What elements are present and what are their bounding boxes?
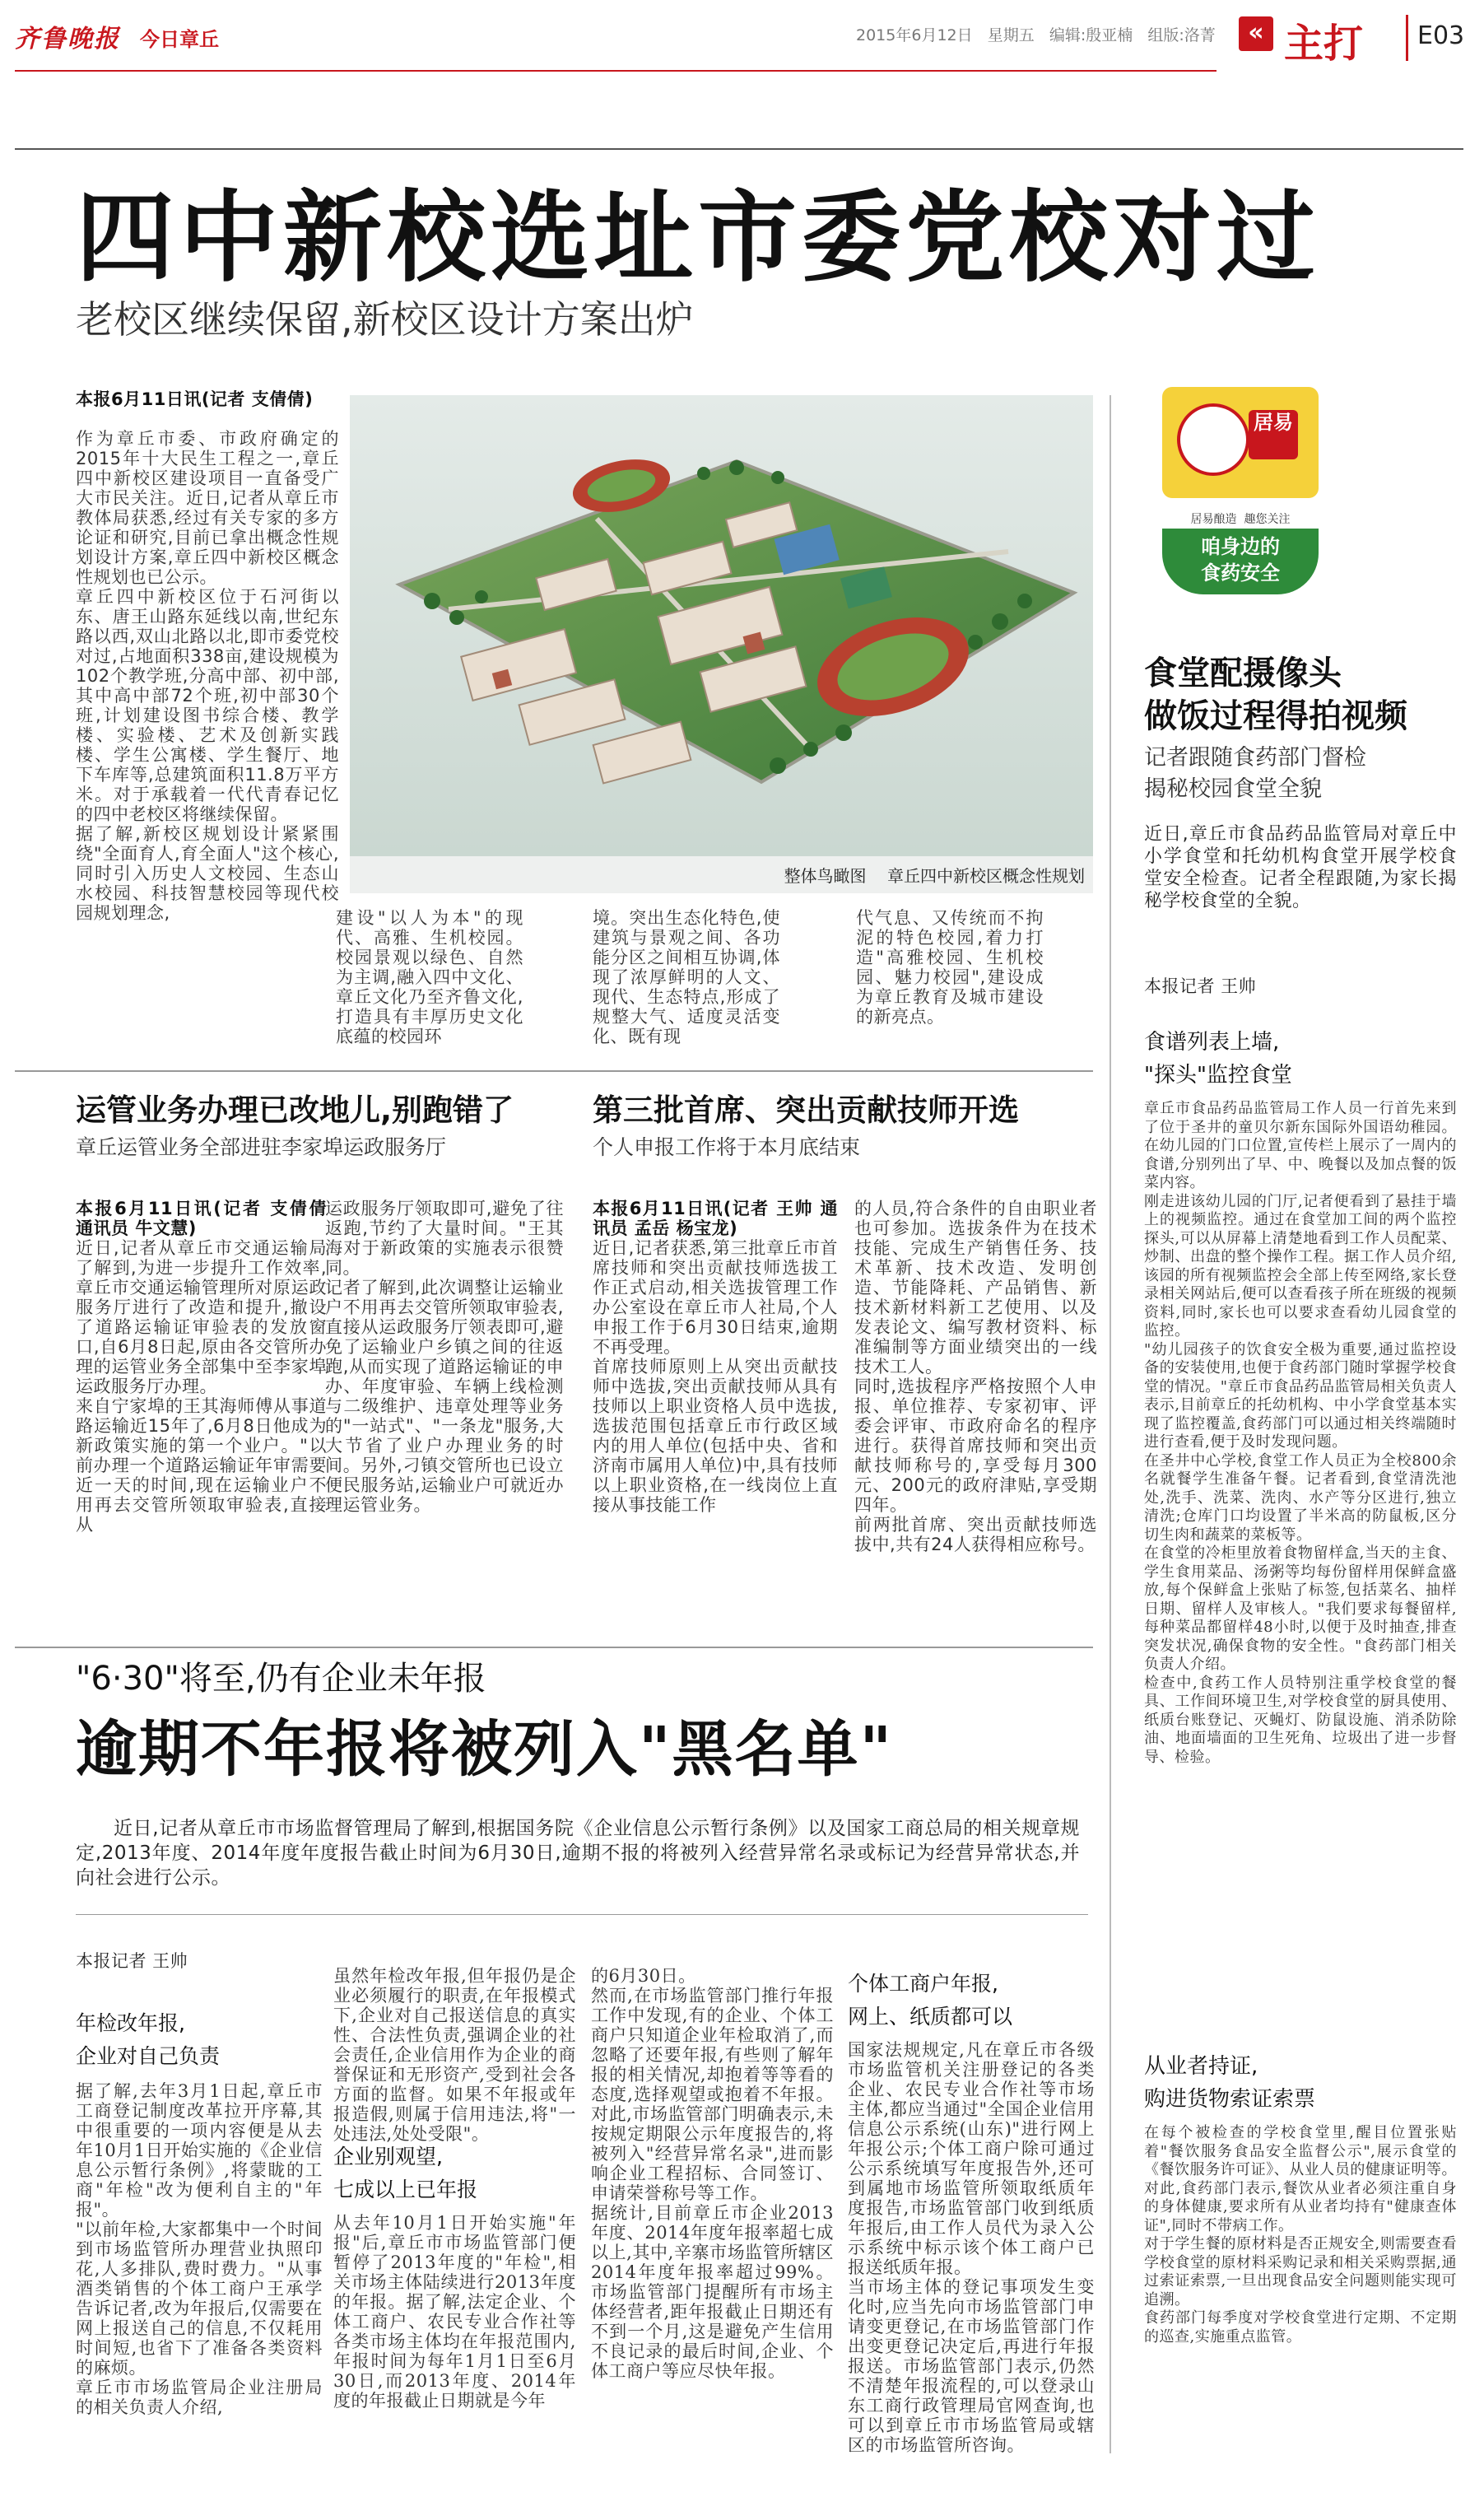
sidebar-intro: 近日,章丘市食品药品监管局对章丘中小学食堂和托幼机构食堂开展学校食堂安全检查。记者全程跟随,为家长揭秘学校食堂的全貌。 — [1144, 824, 1457, 911]
story4-lead: 近日,记者从章丘市市场监督管理局了解到,根据国务院《企业信息公示暂行条例》以及国家工商总局的相关规章规定,2013年度、2014年度年度报告截止时间为6月30日,逾期不报的将被列入经营异常名录或标记为经营异常状态,并向社会进行公示。 — [76, 1818, 1080, 1889]
section-rule-2 — [15, 1647, 1093, 1648]
story3-headline: 第三批首席、突出贡献技师开选 — [593, 1092, 1019, 1128]
date-line: 2015年6月12日 星期五 编辑:殷亚楠 组版:洛菁 — [856, 26, 1216, 44]
story4-column-1: 据了解,去年3月1日起,章丘市工商登记制度改革拉开序幕,其中很重要的一项内容便是从去年10月1日开始实施的《企业信息公示暂行条例》,将蒙眬的工商"年检"改为便利自主的"年报"。 "以前年检,大家都集中一个时间到市场监管所办理营业执照印花,人多排队,费时费力。"从事酒类销售的个体工商户王承学告诉记者,改为年报后,仅需要在网上报送自己的信息,不仅耗用时间短,也省下了准备各类资料的麻烦。 章丘市市场监管局企业注册局的相关负责人介绍, — [76, 2081, 323, 2417]
story2-headline: 运管业务办理已改地儿,别跑错了 — [76, 1092, 514, 1128]
page-number: E03 — [1417, 21, 1465, 50]
sidebar-byline: 本报记者 王帅 — [1144, 976, 1257, 996]
section-rule-3 — [76, 1914, 1088, 1915]
story4-headline: 逾期不年报将被列入"黑名单" — [76, 1714, 894, 1785]
campus-aerial-illustration — [350, 395, 1093, 893]
story4-column-4: 国家法规规定,凡在章丘市各级市场监管机关注册登记的各类企业、农民专业合作社等市场主体,都应当通过"全国企业信用信息公示系统(山东)"进行网上年报公示;个体工商户除可通过公示系统填写年度报告外,还可到属地市场监管所领取纸质年度报告,市场监管部门收到纸质年报后,由工作人员代为录入公示系统中标示该个体工商户已报送纸质年报。 当市场主体的登记事项发生变化时,应当先向市场监管部门申请变更登记,在市场监管部门作出变更登记决定后,再进行年报报送。市场监管部门表示,仍然不清楚年报流程的,可以登录山东工商行政管理局官网查询,也可以到章丘市市场监管局或辖区的市场监管所咨询。 — [848, 2040, 1095, 2455]
story2-subhead: 章丘运管业务全部进驻李家埠运政服务厅 — [76, 1135, 447, 1159]
story4-kicker: "6·30"将至,仍有企业未年报 — [76, 1660, 486, 1698]
brand-face-icon — [1177, 403, 1249, 476]
paper-name-logo: 齐鲁晚报 — [15, 25, 120, 54]
story4-column-2: 虽然年检改年报,但年报仍是企业必须履行的职责,在年报模式下,企业对自己报送信息的真实性、合法性负责,强调企业的社会责任,企业信用作为企业的商誉保证和无形资产,受到社会各方面的监督。如果不年报或年报造假,则属于信用违法,将"一处违法,处处受限"。 — [333, 1966, 576, 2144]
lead-byline: 本报6月11日讯(记者 支倩倩) — [76, 389, 314, 409]
story4-column-2b: 从去年10月1日开始实施"年报"后,章丘市市场监管部门便暂停了2013年度的"年检",相关市场主体陆续进行2013年度的年报。据了解,法定企业、个体工商户、农民专业合作社等各类市场主体均在年报范围内,年报时间为每年1月1日至6月30日,而2013年度、2014年度的年报截止日期就是今年 — [333, 2213, 576, 2411]
story4-column-3: 的6月30日。 然而,在市场监管部门推行年报工作中发现,有的企业、个体工商户只知道企业年检取消了,而忽略了还要年报,有些则了解年报的相关情况,却抱着等等看的态度,选择观望或抱着不年报。对此,市场监管部门明确表示,未按规定期限公示年度报告的,将被列入"经营异常名录",进而影响企业工程招标、合同签订、申请荣誉称号等工作。 据统计,目前章丘市企业2013年度、2014年度年报率超七成以上,其中,辛寨市场监管所辖区2014年度年报率超过99%。市场监管部门提醒所有市场主体经营者,距年报截止日期还有不到一个月,这是避免产生信用不良记录的最后时间,企业、个体工商户等应尽快年报。 — [591, 1966, 834, 2381]
story4-subheading-3: 个体工商户年报, 网上、纸质都可以 — [848, 1972, 1013, 2029]
sidebar-headline: 食堂配摄像头 做饭过程得拍视频 — [1144, 655, 1407, 735]
sidebar-body-2: 在每个被检查的学校食堂里,醒目位置张贴着"餐饮服务食品安全监督公示",展示食堂的《餐饮服务许可证》、从业人员的健康证明等。对此,食药部门表示,餐饮从业者必须注重自身的身体健康,要求所有从业者均持有"健康查体证",同时不带病工作。 对于学生餐的原材料是否正规安全,则需要查看学校食堂的原材料采购记录和相关采购票据,通过索证索票,一旦出现食品安全问题则能实现可追溯。 食药部门每季度对学校食堂进行定期、不定期的巡查,实施重点监管。 — [1144, 2124, 1457, 2346]
story3-subhead: 个人申报工作将于本月底结束 — [593, 1135, 861, 1159]
campus-aerial-photo — [350, 395, 1093, 893]
story4-subheading-2: 企业别观望, 七成以上已年报 — [333, 2145, 478, 2201]
story4-byline: 本报记者 王帅 — [76, 1951, 188, 1971]
photo-caption: 整体鸟瞰图 章丘四中新校区概念性规划 — [784, 866, 1085, 886]
lead-column-1: 作为章丘市委、市政府确定的2015年十大民生工程之一,章丘四中新校区建设项目一直备受广大市民关注。近日,记者从章丘市教体局获悉,经过有关专家的多方论证和研究,目前已拿出概念性规划设计方案,章丘四中新校区概念性规划也已公示。 章丘四中新校区位于石河街以东、唐王山路东延线以南,世纪东路以西,双山北路以北,即市委党校对过,占地面积338亩,建设规模为102个教学班,分高中部、初中部,其中高中部72个班,初中部30个班,计划建设图书综合楼、教学楼、实验楼、艺术及创新实践楼、学生公寓楼、学生餐厅、地下车库等,总建筑面积11.8万平方米。对于承载着一代代青春记忆的四中老校区将继续保留。 据了解,新校区规划设计紧紧围绕"全面育人,育全面人"这个核心,同时引入历史人文校园、生态山水校园、科技智慧校园等现代校园规划理念, — [76, 429, 339, 923]
story3-byline: 本报6月11日讯(记者 王帅 通讯员 孟岳 杨宝龙) — [593, 1199, 838, 1238]
column-chevron-icon: « — [1239, 16, 1273, 51]
masthead-rule — [15, 70, 1217, 72]
story4-subheading-1: 年检改年报, 企业对自己负责 — [76, 2011, 221, 2068]
story2-byline: 本报6月11日讯(记者 支倩倩 通讯员 牛文慧) — [76, 1199, 327, 1238]
sidebar-subheading-1: 食谱列表上墙, "探头"监控食堂 — [1144, 1030, 1292, 1088]
story3-column-1: 近日,记者获悉,第三批章丘市首席技师和突出贡献技师选拔工作正式启动,相关选拔管理工作办公室设在章丘市人社局,个人申报工作于6月30日结束,逾期不再受理。 首席技师原则上从突出贡献技师中选拔,突出贡献技师从具有技师以上职业资格人员中选拔,选拔范围包括章丘市行政区域内的用人单位(包括中央、省和济南市属用人单位)中,具有技师以上职业资格,在一线岗位上直接从事技能工作 — [593, 1238, 838, 1515]
story2-column-1: 近日,记者从章丘市交通运输局了解到,为进一步提升工作效率,章丘市交通运输管理所对原运政服务厅进行了改造和提升,撤设了道路运输证审验表的发放窗口,自6月8日起,原由各交管所办理的运管业务全部集中至李家埠运政服务厅办理。 来自宁家埠的王其海师傅从事道路运输近15年了,6月8日他成为新政策实施的第一个业户。"以前办理一个道路运输证年审需要近一天的时间,现在运输业户不用再去交管所领取审验表,直接从 — [76, 1238, 327, 1535]
lead-column-2: 建设"以人为本"的现代、高雅、生机校园。校园景观以绿色、自然为主调,融入四中文化、章丘文化乃至齐鲁文化,打造具有丰厚历史文化底蕴的校园环 — [336, 908, 523, 1046]
column-name: 主打 — [1284, 21, 1364, 67]
lead-subhead: 老校区继续保留,新校区设计方案出炉 — [76, 297, 694, 342]
masthead-divider — [1406, 15, 1408, 61]
vertical-divider — [1110, 395, 1111, 2453]
sidebar-body-1: 章丘市食品药品监管局工作人员一行首先来到了位于圣井的童贝尔新东国际外国语幼稚园。在幼儿园的门口位置,宣传栏上展示了一周内的食谱,分别列出了早、中、晚餐以及加点餐的饭菜内容。 刚走进该幼儿园的门厅,记者便看到了悬挂于墙上的视频监控。通过在食堂加工间的两个监控探头,可以从屏幕上清楚地看到工作人员配菜、炒制、出盘的整个操作工程。据工作人员介绍,该园的所有视频监控会全部上传至网络,家长登录相关网站后,便可以查看孩子所在班级的视频资料,同时,家长也可以要求查看幼儿园食堂的监控。 "幼儿园孩子的饮食安全极为重要,通过监控设备的安装使用,也便于食药部门随时掌握学校食堂的情况。"章丘市食品药品监管局相关负责人表示,目前章丘的托幼机构、中小学食堂基本实现了监控覆盖,食药部门可以通过相关终端随时进行查看,便于及时发现问题。 在圣井中心学校,食堂工作人员正为全校800余名就餐学生准备午餐。记者看到,食堂清洗池处,洗手、洗菜、洗肉、水产等分区进行,独立清洗;仓库门口均设置了半米高的防鼠板,区分切生肉和蔬菜的菜板等。 在食堂的冷柜里放着食物留样盒,当天的主食、学生食用菜品、汤粥等均每份留样用保鲜盒盛放,每个保鲜盒上张贴了标签,包括菜名、抽样日期、留样人及审核人。"我们要求每餐留样,每种菜品都留样48小时,以便于及时抽查,排查突发状况,确保食物的安全性。"食药部门相关负责人介绍。 检查中,食药工作人员特别注重学校食堂的餐具、工作间环境卫生,对学校食堂的厨具使用、纸质台账登记、灭蝇灯、防鼠设施、消杀防除油、地面墙面的卫生死角、垃圾出了进一步督导、检验。 — [1144, 1100, 1457, 1766]
story3-column-2: 的人员,符合条件的自由职业者也可参加。选拔条件为在技术技能、完成生产销售任务、技术革新、技术改造、发明创造、节能降耗、产品销售、新技术新材料新工艺使用、以及发表论文、编写教材资料、标准编制等方面业绩突出的一线技术工人。 同时,选拔程序严格按照个人申报、单位推荐、专家初审、评委会评审、市政府命名的程序进行。获得首席技师和突出贡献技师称号的,享受每月300元、200元的政府津贴,享受期四年。 前两批首席、突出贡献技师选拔中,共有24人获得相应称号。 — [854, 1199, 1097, 1554]
section-rule-1 — [15, 1070, 1093, 1072]
section-name: 今日章丘 — [140, 28, 219, 51]
badge-small-text: 居易酿造 趣您关注 — [1190, 513, 1291, 526]
lead-column-4: 代气息、又传统而不拘泥的特色校园,着力打造"高雅校园、生机校园、魅力校园",建设成为章丘教育及城市建设的新亮点。 — [856, 908, 1044, 1027]
brand-logo-text: 居易 — [1249, 410, 1298, 459]
top-rule — [15, 148, 1463, 150]
badge-main-text: 咱身边的 食药安全 — [1162, 529, 1319, 594]
story2-column-2: 运政服务厅领取即可,避免了往返跑,节约了大量时间。"王其海对于新政策的实施表示很赞同。 记者了解到,此次调整让运输业户不用再去交管所领取审验表,直接从运政服务厅领表即可,避免了运输业户乡镇之间的往返跑,从而实现了道路运输证的申办、年度审验、车辆上线检测与二级维护、违章处理等业务的"一站式"、"一条龙"服务,大大节省了业户办理业务的时间。另外,刁镇交管所也已设立便民服务站,运输业户可就近办理运管业务。 — [325, 1199, 564, 1515]
sidebar-subhead: 记者跟随食药部门督检 揭秘校园食堂全貌 — [1144, 745, 1366, 802]
lead-headline: 四中新校选址市委党校对过 — [76, 181, 1320, 296]
lead-column-3: 境。突出生态化特色,使建筑与景观之间、各功能分区之间相互协调,体现了浓厚鲜明的人文、现代、生态特点,形成了规整大气、适度灵活变化、既有现 — [593, 908, 780, 1046]
sidebar-subheading-2: 从业者持证, 购进货物索证索票 — [1144, 2054, 1316, 2112]
food-safety-badge — [1146, 387, 1335, 597]
